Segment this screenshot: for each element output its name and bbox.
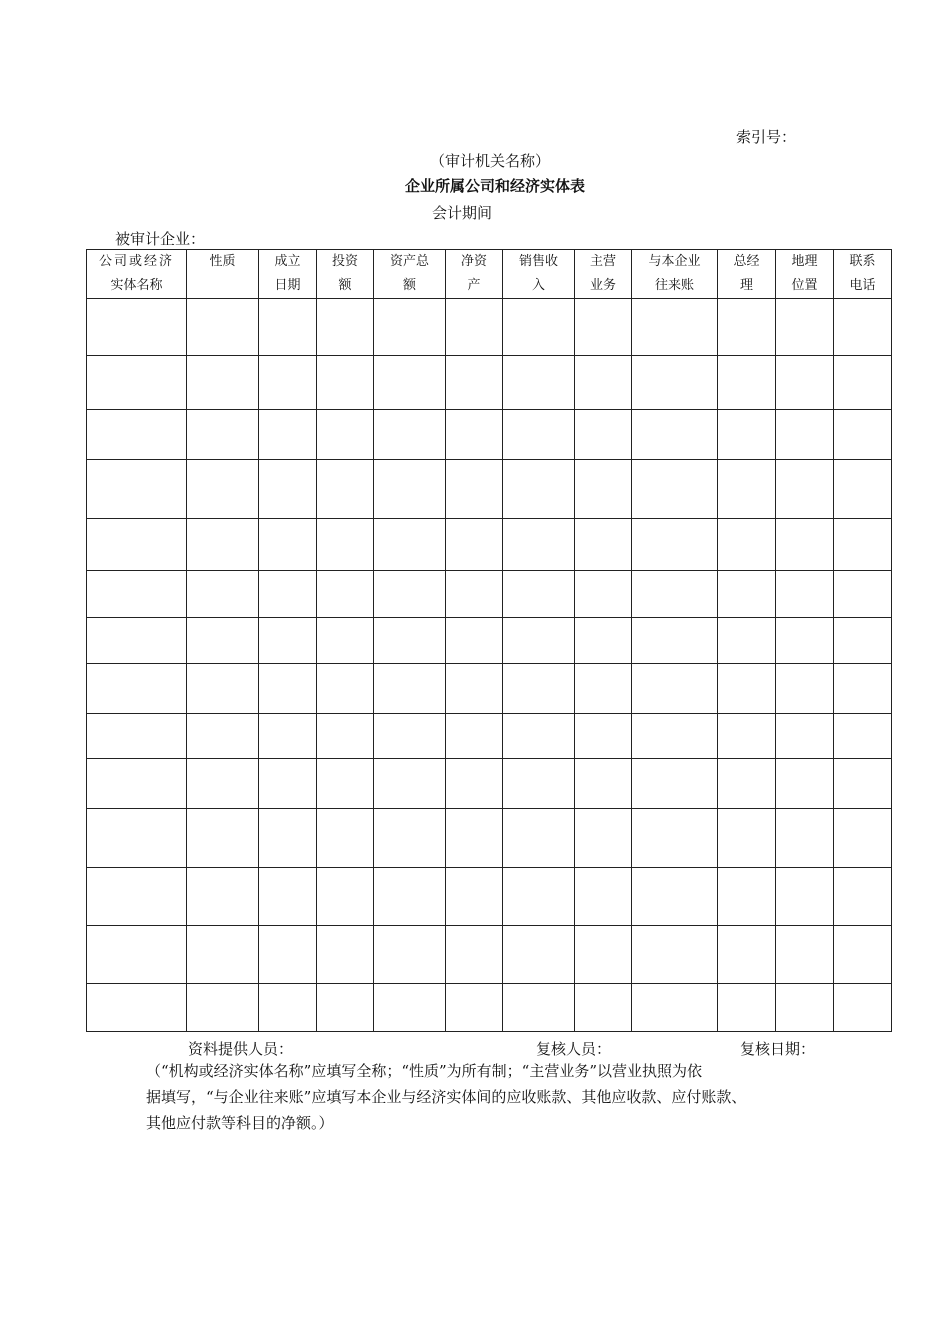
table-cell[interactable] bbox=[446, 460, 503, 519]
table-cell[interactable] bbox=[187, 356, 259, 410]
table-cell[interactable] bbox=[259, 714, 317, 759]
table-cell[interactable] bbox=[718, 809, 776, 868]
table-cell[interactable] bbox=[317, 809, 374, 868]
header-line-2: 理 bbox=[739, 278, 753, 293]
reviewer-label: 复核人员： bbox=[536, 1040, 612, 1058]
table-cell[interactable] bbox=[575, 299, 632, 356]
table-cell[interactable] bbox=[317, 618, 374, 664]
table-cell[interactable] bbox=[87, 299, 187, 356]
table-cell[interactable] bbox=[317, 299, 374, 356]
header-line-1: 资产总 bbox=[389, 254, 429, 269]
table-cell[interactable] bbox=[446, 664, 503, 714]
column-header-location bbox=[776, 250, 834, 299]
table-row bbox=[87, 356, 892, 410]
table-cell[interactable] bbox=[575, 868, 632, 926]
table-cell[interactable] bbox=[834, 664, 892, 714]
table-cell[interactable] bbox=[187, 618, 259, 664]
table-cell[interactable] bbox=[718, 759, 776, 809]
table-cell[interactable] bbox=[374, 868, 446, 926]
table-row bbox=[87, 460, 892, 519]
table-cell[interactable] bbox=[374, 714, 446, 759]
index-number-label: 索引号： bbox=[736, 128, 797, 146]
column-header-main-business bbox=[575, 250, 632, 299]
table-cell[interactable] bbox=[718, 984, 776, 1032]
table-cell[interactable] bbox=[317, 356, 374, 410]
table-cell[interactable] bbox=[187, 868, 259, 926]
table-cell[interactable] bbox=[87, 356, 187, 410]
table-cell[interactable] bbox=[575, 618, 632, 664]
table-cell[interactable] bbox=[317, 926, 374, 984]
header-line-2: 实体名称 bbox=[110, 278, 163, 293]
table-cell[interactable] bbox=[776, 868, 834, 926]
table-cell[interactable] bbox=[87, 714, 187, 759]
table-cell[interactable] bbox=[259, 356, 317, 410]
table-cell[interactable] bbox=[446, 519, 503, 571]
table-cell[interactable] bbox=[259, 868, 317, 926]
table-cell[interactable] bbox=[446, 809, 503, 868]
table-cell[interactable] bbox=[87, 410, 187, 460]
column-header-general-manager bbox=[718, 250, 776, 299]
table-cell[interactable] bbox=[187, 519, 259, 571]
table-cell[interactable] bbox=[718, 356, 776, 410]
header-line-1: 主营 bbox=[589, 254, 616, 269]
form-title: 企业所属公司和经济实体表 bbox=[404, 177, 585, 195]
column-header-total-assets bbox=[374, 250, 446, 299]
table-cell[interactable] bbox=[632, 460, 718, 519]
table-cell[interactable] bbox=[632, 984, 718, 1032]
table-cell[interactable] bbox=[259, 664, 317, 714]
table-cell[interactable] bbox=[575, 664, 632, 714]
table-cell[interactable] bbox=[259, 618, 317, 664]
table-cell[interactable] bbox=[503, 984, 575, 1032]
table-cell[interactable] bbox=[187, 926, 259, 984]
table-cell[interactable] bbox=[446, 356, 503, 410]
table-cell[interactable] bbox=[503, 664, 575, 714]
header-line-1: 总经 bbox=[733, 254, 760, 269]
table-cell[interactable] bbox=[718, 926, 776, 984]
table-cell[interactable] bbox=[503, 356, 575, 410]
table-cell[interactable] bbox=[317, 410, 374, 460]
column-header-entity-name bbox=[87, 250, 187, 299]
table-cell[interactable] bbox=[718, 571, 776, 618]
table-cell[interactable] bbox=[187, 714, 259, 759]
table-cell[interactable] bbox=[776, 759, 834, 809]
table-row bbox=[87, 664, 892, 714]
table-cell[interactable] bbox=[776, 519, 834, 571]
header-line-1: 公司或经济 bbox=[98, 254, 174, 269]
table-cell[interactable] bbox=[718, 868, 776, 926]
header-line-2: 业务 bbox=[589, 278, 616, 293]
header-line-1: 与本企业 bbox=[648, 254, 701, 269]
table-cell[interactable] bbox=[259, 519, 317, 571]
header-line-2: 额 bbox=[338, 278, 352, 293]
table-cell[interactable] bbox=[259, 926, 317, 984]
table-cell[interactable] bbox=[632, 714, 718, 759]
table-cell[interactable] bbox=[374, 460, 446, 519]
table-cell[interactable] bbox=[503, 868, 575, 926]
table-cell[interactable] bbox=[87, 664, 187, 714]
data-provider-label: 资料提供人员： bbox=[188, 1040, 294, 1058]
table-cell[interactable] bbox=[187, 759, 259, 809]
table-cell[interactable] bbox=[317, 984, 374, 1032]
table-cell[interactable] bbox=[446, 714, 503, 759]
entity-table bbox=[86, 249, 892, 1032]
header-line-1: 净资 bbox=[460, 254, 487, 269]
table-cell[interactable] bbox=[718, 410, 776, 460]
table-cell[interactable] bbox=[575, 571, 632, 618]
table-cell[interactable] bbox=[776, 356, 834, 410]
table-cell[interactable] bbox=[503, 759, 575, 809]
table-cell[interactable] bbox=[87, 519, 187, 571]
table-cell[interactable] bbox=[632, 664, 718, 714]
table-cell[interactable] bbox=[317, 759, 374, 809]
table-cell[interactable] bbox=[187, 809, 259, 868]
table-cell[interactable] bbox=[834, 299, 892, 356]
table-cell[interactable] bbox=[834, 410, 892, 460]
table-cell[interactable] bbox=[446, 759, 503, 809]
table-cell[interactable] bbox=[632, 759, 718, 809]
table-cell[interactable] bbox=[87, 571, 187, 618]
table-cell[interactable] bbox=[503, 410, 575, 460]
header-line-1: 成立 bbox=[274, 254, 301, 269]
header-line-2: 电话 bbox=[849, 278, 876, 293]
header-line-1: 联系 bbox=[849, 254, 876, 269]
note-line: 据填写，“与企业往来账”应填写本企业与经济实体间的应收账款、其他应收款、应付账款、 bbox=[146, 1088, 747, 1106]
table-cell[interactable] bbox=[503, 460, 575, 519]
table-cell[interactable] bbox=[503, 618, 575, 664]
table-cell[interactable] bbox=[374, 519, 446, 571]
table-cell[interactable] bbox=[317, 714, 374, 759]
table-cell[interactable] bbox=[503, 926, 575, 984]
header-line-2: 入 bbox=[531, 278, 545, 293]
table-cell[interactable] bbox=[575, 460, 632, 519]
header-line-2: 产 bbox=[467, 278, 481, 293]
table-cell[interactable] bbox=[834, 618, 892, 664]
audited-enterprise-label: 被审计企业： bbox=[115, 230, 206, 248]
table-cell[interactable] bbox=[374, 356, 446, 410]
header-line-2: 额 bbox=[402, 278, 416, 293]
table-cell[interactable] bbox=[446, 571, 503, 618]
table-cell[interactable] bbox=[187, 410, 259, 460]
note-line: （“机构或经济实体名称”应填写全称；“性质”为所有制；“主营业务”以营业执照为依 bbox=[146, 1062, 703, 1080]
table-cell[interactable] bbox=[317, 571, 374, 618]
table-row bbox=[87, 759, 892, 809]
table-cell[interactable] bbox=[632, 410, 718, 460]
table-cell[interactable] bbox=[374, 571, 446, 618]
table-cell[interactable] bbox=[575, 356, 632, 410]
table-row bbox=[87, 926, 892, 984]
table-cell[interactable] bbox=[776, 618, 834, 664]
table-cell[interactable] bbox=[317, 460, 374, 519]
table-cell[interactable] bbox=[834, 519, 892, 571]
table-cell[interactable] bbox=[632, 571, 718, 618]
table-cell[interactable] bbox=[834, 809, 892, 868]
table-cell[interactable] bbox=[87, 618, 187, 664]
table-cell[interactable] bbox=[575, 519, 632, 571]
table-cell[interactable] bbox=[776, 926, 834, 984]
table-row bbox=[87, 618, 892, 664]
table-cell[interactable] bbox=[834, 714, 892, 759]
table-cell[interactable] bbox=[834, 460, 892, 519]
table-cell[interactable] bbox=[776, 984, 834, 1032]
table-cell[interactable] bbox=[446, 410, 503, 460]
review-date-label: 复核日期： bbox=[740, 1040, 816, 1058]
table-cell[interactable] bbox=[259, 809, 317, 868]
table-cell[interactable] bbox=[374, 664, 446, 714]
table-cell[interactable] bbox=[374, 410, 446, 460]
table-cell[interactable] bbox=[87, 759, 187, 809]
table-cell[interactable] bbox=[776, 571, 834, 618]
header-line-2: 位置 bbox=[791, 278, 818, 293]
table-cell[interactable] bbox=[718, 299, 776, 356]
table-row bbox=[87, 571, 892, 618]
table-cell[interactable] bbox=[317, 868, 374, 926]
table-cell[interactable] bbox=[575, 926, 632, 984]
table-cell[interactable] bbox=[776, 410, 834, 460]
table-cell[interactable] bbox=[259, 984, 317, 1032]
column-header-net-assets bbox=[446, 250, 503, 299]
table-cell[interactable] bbox=[187, 664, 259, 714]
table-cell[interactable] bbox=[374, 809, 446, 868]
table-cell[interactable] bbox=[776, 460, 834, 519]
header-line-1: 销售收 bbox=[518, 254, 558, 269]
accounting-period-label: 会计期间 bbox=[432, 204, 493, 222]
table-cell[interactable] bbox=[776, 714, 834, 759]
column-header-intercompany-accounts bbox=[632, 250, 718, 299]
column-header-sales-revenue bbox=[503, 250, 575, 299]
table-cell[interactable] bbox=[187, 460, 259, 519]
table-body bbox=[87, 299, 892, 1032]
header-line-1: 投资 bbox=[331, 254, 358, 269]
table-cell[interactable] bbox=[87, 926, 187, 984]
note-line: 其他应付款等科目的净额。） bbox=[146, 1114, 334, 1132]
table-cell[interactable] bbox=[834, 759, 892, 809]
table-cell[interactable] bbox=[632, 356, 718, 410]
table-cell[interactable] bbox=[259, 460, 317, 519]
column-header-nature bbox=[187, 250, 259, 299]
table-cell[interactable] bbox=[503, 299, 575, 356]
table-row bbox=[87, 809, 892, 868]
audit-org-name: （审计机关名称） bbox=[429, 152, 550, 170]
table-cell[interactable] bbox=[87, 809, 187, 868]
header-line-2: 日期 bbox=[274, 278, 301, 293]
table-cell[interactable] bbox=[718, 618, 776, 664]
column-header-established-date bbox=[259, 250, 317, 299]
table-cell[interactable] bbox=[632, 809, 718, 868]
table-row bbox=[87, 868, 892, 926]
table-cell[interactable] bbox=[259, 759, 317, 809]
table-cell[interactable] bbox=[632, 868, 718, 926]
table-cell[interactable] bbox=[575, 714, 632, 759]
table-row bbox=[87, 299, 892, 356]
table-cell[interactable] bbox=[834, 868, 892, 926]
table-cell[interactable] bbox=[87, 984, 187, 1032]
table-cell[interactable] bbox=[632, 926, 718, 984]
table-cell[interactable] bbox=[776, 809, 834, 868]
table-cell[interactable] bbox=[718, 714, 776, 759]
header-line-2: 往来账 bbox=[654, 278, 694, 293]
table-row bbox=[87, 714, 892, 759]
table-cell[interactable] bbox=[374, 299, 446, 356]
table-cell[interactable] bbox=[374, 984, 446, 1032]
filling-instructions-note bbox=[146, 1058, 826, 1136]
table-cell[interactable] bbox=[374, 759, 446, 809]
table-cell[interactable] bbox=[446, 926, 503, 984]
table-cell[interactable] bbox=[632, 618, 718, 664]
table-cell[interactable] bbox=[87, 460, 187, 519]
table-cell[interactable] bbox=[503, 809, 575, 868]
table-cell[interactable] bbox=[632, 519, 718, 571]
table-cell[interactable] bbox=[187, 984, 259, 1032]
table-row bbox=[87, 410, 892, 460]
table-cell[interactable] bbox=[718, 460, 776, 519]
header-line-1: 地理 bbox=[791, 254, 818, 269]
table-cell[interactable] bbox=[446, 984, 503, 1032]
table-cell[interactable] bbox=[503, 714, 575, 759]
table-cell[interactable] bbox=[259, 299, 317, 356]
header-line-1: 性质 bbox=[209, 254, 236, 269]
table-cell[interactable] bbox=[718, 664, 776, 714]
table-row bbox=[87, 984, 892, 1032]
table-cell[interactable] bbox=[317, 664, 374, 714]
table-cell[interactable] bbox=[446, 868, 503, 926]
table-cell[interactable] bbox=[776, 664, 834, 714]
table-cell[interactable] bbox=[575, 759, 632, 809]
table-header-row bbox=[87, 250, 892, 299]
table-cell[interactable] bbox=[575, 984, 632, 1032]
column-header-investment bbox=[317, 250, 374, 299]
table-cell[interactable] bbox=[374, 618, 446, 664]
table-cell[interactable] bbox=[503, 571, 575, 618]
table-cell[interactable] bbox=[374, 926, 446, 984]
table-cell[interactable] bbox=[446, 618, 503, 664]
table-cell[interactable] bbox=[718, 519, 776, 571]
table-cell[interactable] bbox=[834, 571, 892, 618]
table-cell[interactable] bbox=[575, 809, 632, 868]
table-cell[interactable] bbox=[776, 299, 834, 356]
table-cell[interactable] bbox=[187, 571, 259, 618]
table-cell[interactable] bbox=[834, 926, 892, 984]
column-header-phone bbox=[834, 250, 892, 299]
table-cell[interactable] bbox=[259, 410, 317, 460]
table-cell[interactable] bbox=[834, 984, 892, 1032]
table-cell[interactable] bbox=[87, 868, 187, 926]
table-cell[interactable] bbox=[575, 410, 632, 460]
table-cell[interactable] bbox=[317, 519, 374, 571]
table-cell[interactable] bbox=[446, 299, 503, 356]
table-cell[interactable] bbox=[503, 519, 575, 571]
table-cell[interactable] bbox=[834, 356, 892, 410]
table-cell[interactable] bbox=[259, 571, 317, 618]
table-cell[interactable] bbox=[632, 299, 718, 356]
table-row bbox=[87, 519, 892, 571]
table-cell[interactable] bbox=[187, 299, 259, 356]
